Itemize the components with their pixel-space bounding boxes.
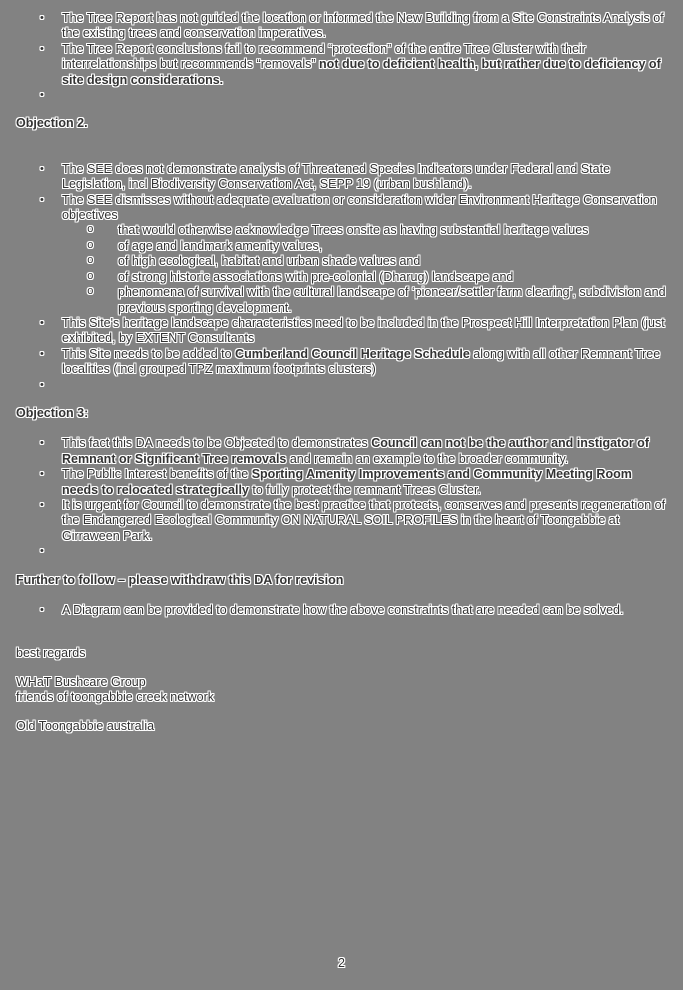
bullet-icon: • xyxy=(40,89,44,102)
list-item xyxy=(16,436,668,467)
bullet-icon: • xyxy=(40,193,44,206)
bullet-icon: • xyxy=(40,378,44,391)
blank-line xyxy=(16,132,668,147)
bullet-icon: • xyxy=(40,604,44,616)
list-item-text: This Site's heritage landscape characteristics need to be included in the Prospect Hill Interpretation Plan (just exhibited, by EXTENT Consultants xyxy=(62,315,665,346)
list-item xyxy=(16,223,668,238)
list-item-text: The Public Interest benefits of the Sporting Amenity Improvements and Community Meeting Room needs to relocated strategically to fully protect the remnant Trees Cluster. xyxy=(62,467,632,497)
list-item-text: of age and landmark amenity values, xyxy=(118,238,323,253)
blank-line xyxy=(16,588,668,603)
list-item-text: This fact this DA needs to be Objected to demonstrates Council can not be the author and instigator of Remnant or Significant Tree removals and remain an example to the broader community. xyxy=(62,436,649,466)
signature-group-name: WHaT Bushcare Group xyxy=(16,674,146,689)
closing-bullet-list xyxy=(16,603,668,618)
list-item xyxy=(16,239,668,254)
blank-line xyxy=(16,618,668,633)
objection-2-sub-list xyxy=(16,223,668,315)
signature-network-name: friends of toongabbie creek network xyxy=(16,690,215,705)
blank-line xyxy=(16,103,668,116)
list-item-text: of strong historic associations with pre-colonial (Dharug) landscape and xyxy=(118,269,514,284)
list-item xyxy=(16,347,668,378)
list-item-text: The SEE does not demonstrate analysis of Threatened Species Indicators under Federal and State Legislation, incl Biodiversity Conservation Act, SEPP 19 (urban bushland). xyxy=(62,161,611,192)
list-item xyxy=(16,42,668,88)
bullet-icon: • xyxy=(40,545,44,558)
page-number: 2 xyxy=(338,956,345,970)
list-item xyxy=(16,254,668,269)
blank-line xyxy=(16,662,668,675)
list-item-empty xyxy=(16,378,668,393)
list-item-text: A Diagram can be provided to demonstrate how the above constraints that are needed can be solved. xyxy=(62,603,624,617)
bullet-icon: • xyxy=(40,42,44,55)
list-item-text: phenomena of survival with the cultural landscape of ‘pioneer/settler farm clearing’, subdivision and previous sporting development. xyxy=(118,285,666,315)
circle-bullet-icon: o xyxy=(87,270,94,283)
list-item-text xyxy=(62,88,668,103)
withdraw-request-line: Further to follow – please withdraw this DA for revision xyxy=(16,572,344,587)
list-item-text: It is urgent for Council to demonstrate the best practice that protects, conserves and presents regeneration of the Endangered Ecological Community ON NATURAL SOIL PROFILES in the heart of Toongabbie at Girraween Park. xyxy=(62,497,666,543)
signoff-regards: best regards xyxy=(16,646,86,661)
list-item-text: of high ecological, habitat and urban shade values and xyxy=(118,254,421,269)
circle-bullet-icon: o xyxy=(87,255,94,268)
objection-3-heading: Objection 3: xyxy=(16,405,89,420)
list-item-text: The Tree Report conclusions fail to recommend “protection” of the entire Tree Cluster with their interrelationships but recommends “removals” not due to deficient health, but rather due to deficiency of site design considerations. xyxy=(62,41,661,87)
list-item-empty xyxy=(16,88,668,103)
list-item xyxy=(16,285,668,316)
list-item-text xyxy=(62,544,668,559)
list-item-text: that would otherwise acknowledge Trees onsite as having substantial heritage values xyxy=(118,223,589,238)
blank-line xyxy=(16,560,668,573)
list-item-text: The SEE dismisses without adequate evaluation or consideration wider Environment Heritage Conservation objectives xyxy=(62,192,657,223)
circle-bullet-icon: o xyxy=(87,239,94,252)
bullet-icon: • xyxy=(40,347,44,360)
objection-2-heading: Objection 2. xyxy=(16,116,88,131)
list-item xyxy=(16,316,668,347)
intro-bullet-list xyxy=(16,11,668,103)
bullet-icon: • xyxy=(40,468,44,481)
blank-line xyxy=(16,633,668,646)
bullet-icon: • xyxy=(40,12,44,24)
bullet-icon: • xyxy=(40,437,44,450)
circle-bullet-icon: o xyxy=(87,224,94,237)
list-item-text: This Site needs to be added to Cumberland Council Heritage Schedule along with all other Remnant Tree localities (incl grouped TPZ maximum footprints clusters) xyxy=(62,346,661,377)
blank-line xyxy=(16,393,668,406)
signature-location: Old Toongabbie australia xyxy=(16,718,155,733)
circle-bullet-icon: o xyxy=(87,286,94,299)
list-item xyxy=(16,467,668,498)
list-item xyxy=(16,11,668,42)
list-item-empty xyxy=(16,544,668,559)
blank-line xyxy=(16,706,668,719)
list-item xyxy=(16,603,668,618)
list-item xyxy=(16,498,668,544)
list-item xyxy=(16,270,668,285)
list-item xyxy=(16,162,668,193)
blank-line xyxy=(16,421,668,436)
list-item xyxy=(16,193,668,224)
bullet-icon: • xyxy=(40,162,44,175)
blank-line xyxy=(16,147,668,162)
objection-3-bullet-list xyxy=(16,436,668,559)
bullet-icon: • xyxy=(40,498,44,511)
objection-2-bullet-list xyxy=(16,162,668,224)
list-item-text xyxy=(62,378,668,393)
bullet-icon: • xyxy=(40,316,44,329)
list-item-text: The Tree Report has not guided the location or informed the New Building from a Site Constraints Analysis of the existing trees and conservation imperatives. xyxy=(62,11,664,41)
objection-2-bullet-list-cont xyxy=(16,316,668,393)
